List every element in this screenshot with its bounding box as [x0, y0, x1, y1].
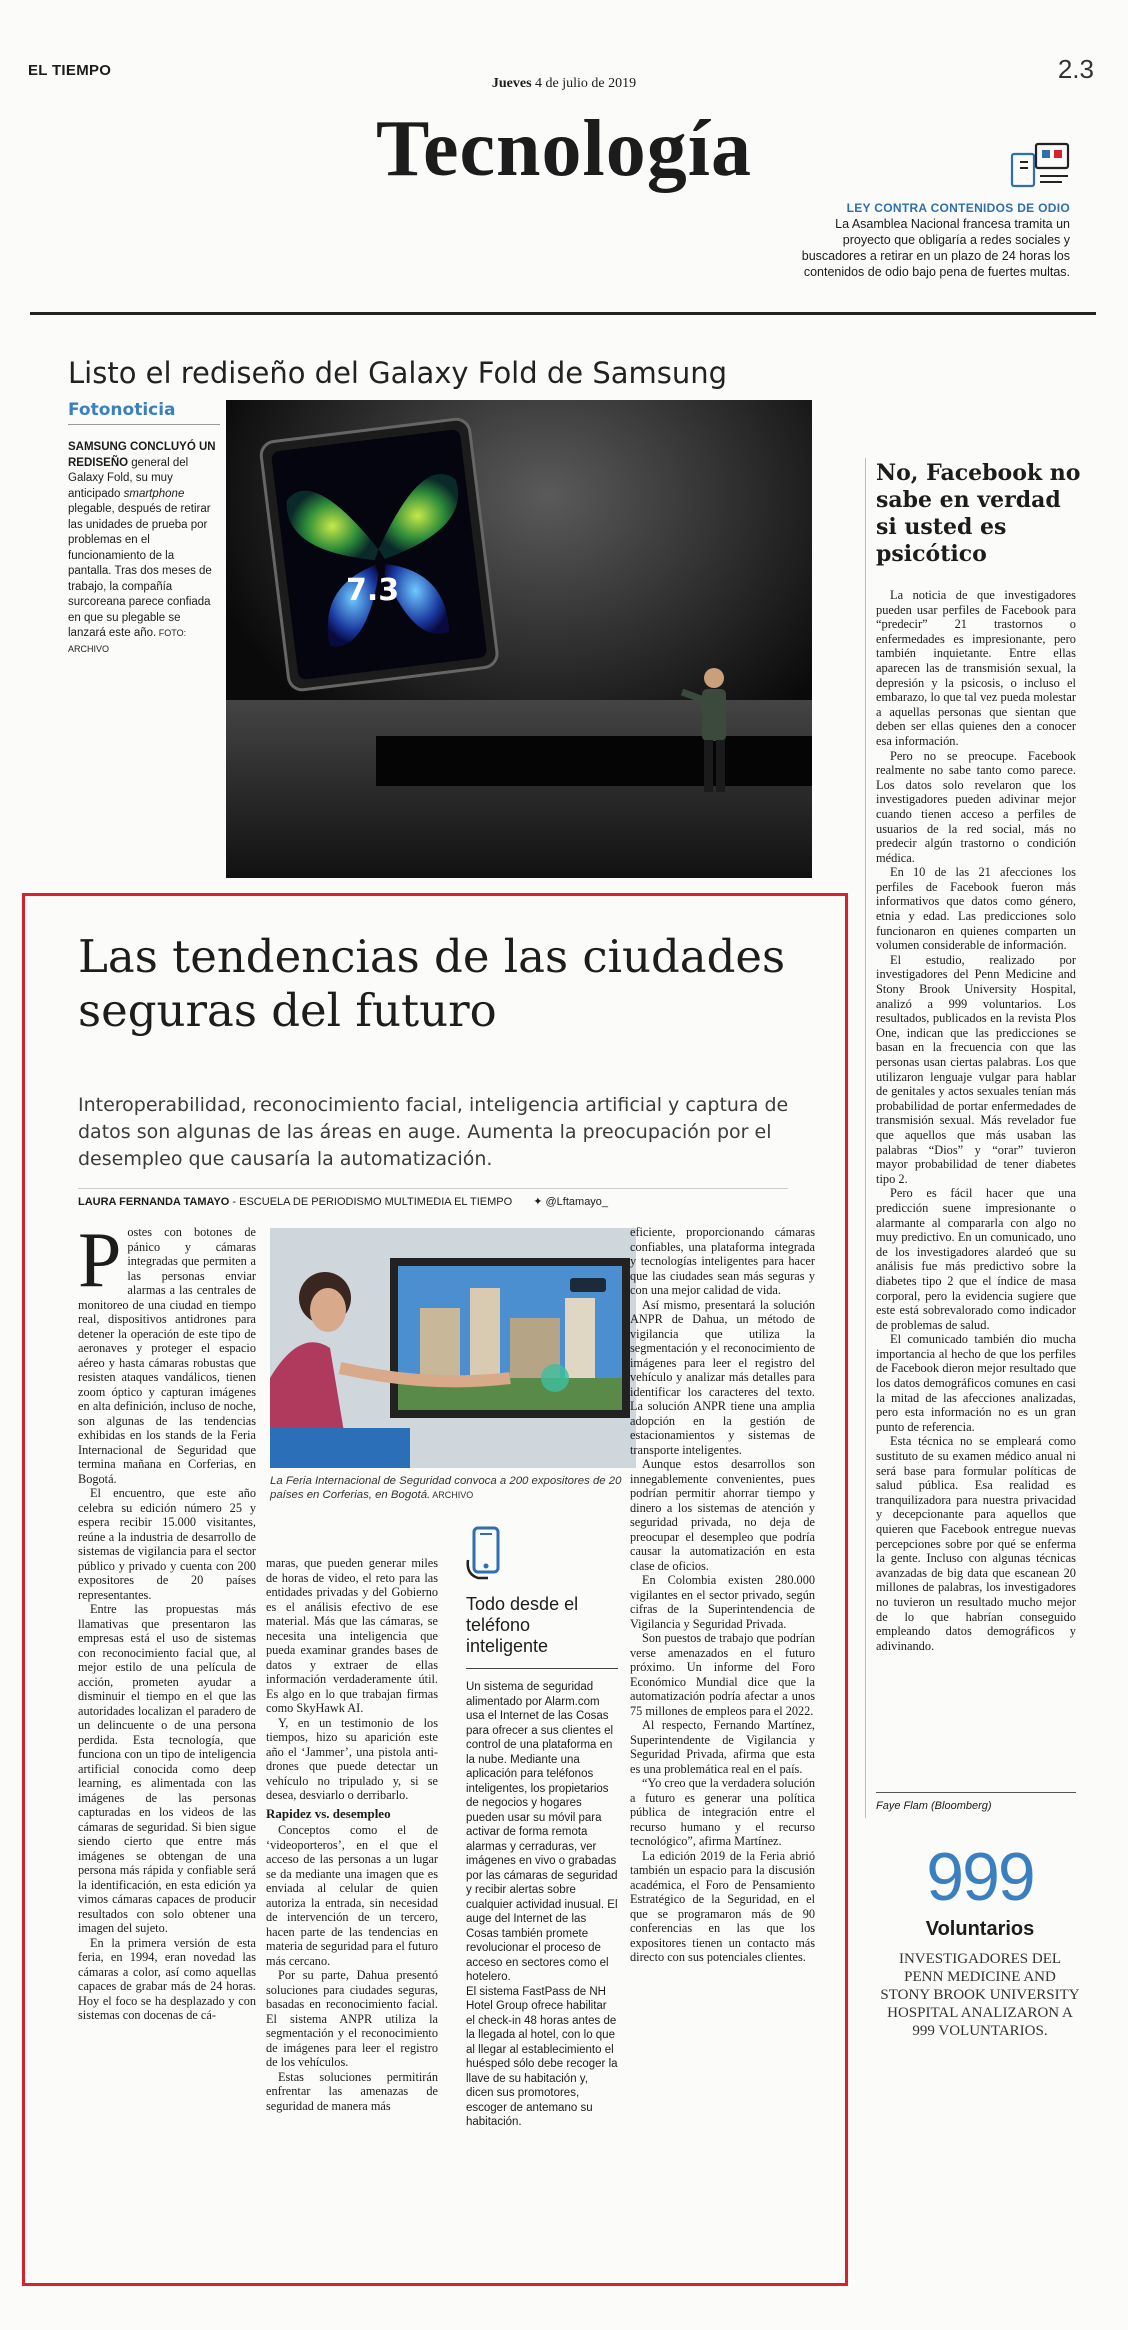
screen-size-text: 7.3 — [346, 573, 400, 608]
paragraph: El estudio, realizado por investigadores del Penn Medicine and Stony Brook University Hospital, analizó a 999 voluntarios. Los resultados, publicados en la revista Plos One, indican que las predicciones se basan en la frecuencia con que las personas usan ciertas palabras. Los que utilizaron lenguaje vulgar para hablar de genitales y actos sexuales tenían más probabilidad de portar enfermedades de transmisión sexual. Más revelador fue que aquellos que más usaban las palabras “Dios” y “orar” tuvieron mayor probabilidad de tener diabetes tipo 2. — [876, 952, 1076, 1186]
subhead: Rapidez vs. desempleo — [266, 1805, 391, 1821]
paragraph: En Colombia existen 280.000 vigilantes en el sector privado, según cifras de la Superintendencia de Vigilancia y Seguridad Privada. — [630, 1573, 815, 1631]
caption-em: smartphone — [123, 487, 185, 500]
divider — [68, 424, 220, 425]
paragraph: Conceptos como el de ‘videoporteros’, en el que el acceso de las personas a un lugar se da mediante una imagen que es enviada al celular de quien autoriza la entrada, sin necesidad de intervención de un tercero, hacen parte de las tendencias en materia de seguridad para el futuro más cercano. — [266, 1823, 438, 1968]
author: LAURA FERNANDA TAMAYO — [78, 1196, 230, 1208]
stage-illustration — [226, 400, 812, 878]
facebook-signature: Faye Flam (Bloomberg) — [876, 1800, 992, 1812]
facebook-body — [876, 588, 1076, 1653]
fair-illustration — [270, 1228, 636, 1468]
smartphone-icon — [466, 1526, 506, 1580]
galaxy-caption — [68, 440, 216, 657]
divider — [466, 1668, 618, 1669]
paragraph: Pero no se preocupe. Facebook realmente no sabe tanto como parece. Los datos solo revelaron que los investigadores pueden adivinar mejor cuando tienen acceso a perfiles de usuarios de la red social, más no predecir algún trastorno o condición médica. — [876, 748, 1076, 865]
galaxy-headline: Listo el rediseño del Galaxy Fold de Samsung — [68, 356, 728, 390]
caption-lead: SAMSUNG CONCLUYÓ UN REDISEÑO — [68, 441, 216, 469]
column-rule — [865, 458, 866, 1818]
paragraph: La edición 2019 de la Feria abrió también un espacio para la discusión académica, el Foro de Pensamiento Estratégico de la Seguridad, en el que se programaron más de 90 conferencias en las que los expositores tienen un contacto más directo con sus potenciales clientes. — [630, 1848, 815, 1964]
paragraph: El comunicado también dio mucha importancia al hecho de que los perfiles de Facebook dieron mejor resultado que los datos demográficos comunes en casi la mitad de las afecciones analizadas, pero esta información no es un gran punto de referencia. — [876, 1332, 1076, 1434]
paragraph: “Yo creo que la verdadera solución a futuro es generar una política pública de integración entre el recurso humano y el recurso tecnológico”, afirma Martínez. — [630, 1776, 815, 1848]
paragraph: Y, en un testimonio de los tiempos, hizo su aparición este año el ‘Jammer’, una pistola anti-drones que puede detectar un vehículo no tripulado y, si se desea, desviarlo o derribarlo. — [266, 1715, 438, 1802]
brief-title: LEY CONTRA CONTENIDOS DE ODIO — [846, 201, 1070, 215]
paragraph: maras, que pueden generar miles de horas de video, el reto para las entidades privadas y del Gobierno es el análisis efectivo de ese material. Más que las cámaras, se necesita una inteligencia que pueda examinar grandes bases de datos y extraer de ellas información verdaderamente útil. Es algo en lo que trabajan firmas como SkyHawk AI. — [266, 1556, 438, 1715]
social-media-icon — [1010, 140, 1072, 192]
date-day: Jueves — [491, 76, 532, 91]
article-column-2 — [266, 1556, 438, 2113]
sidebar-title: Todo desde el teléfono inteligente — [466, 1594, 579, 1656]
paragraph: Estas soluciones permitirán enfrentar las amenazas de seguridad de manera más — [266, 2069, 438, 2113]
galaxy-fold-photo — [226, 400, 812, 878]
caption-text-a: general del Galaxy Fold, su muy anticipado — [68, 456, 189, 500]
header-rule — [30, 312, 1096, 315]
stat-description: INVESTIGADORES DEL PENN MEDICINE AND STONY BROOK UNIVERSITY HOSPITAL ANALIZARON A 999 VOLUNTARIOS. — [880, 1951, 1080, 2039]
drop-cap: P — [78, 1216, 122, 1303]
paragraph: En 10 de las 21 afecciones los perfiles de Facebook fueron más informativos que datos como género, etnia y edad. Las predicciones solo funcionaron en quienes comparten un volumen considerable de información. — [876, 865, 1076, 953]
photo-news-label: Fotonoticia — [68, 400, 176, 420]
section-title: Tecnología — [376, 105, 752, 193]
paragraph: Por su parte, Dahua presentó soluciones para ciudades seguras, basadas en reconocimiento facial. El sistema ANPR utiliza la segmentación y el reconocimiento de imágenes para leer el registro de los vehículos. — [266, 1968, 438, 2069]
page-number: 2.3 — [1057, 54, 1094, 84]
caption-text-b: plegable, después de retirar las unidades de prueba por problemas en el funcionamiento de la pantalla. Tras dos meses de trabajo, la compañía surcoreana parece confiada en que su plegable se lanzará este año. — [68, 503, 212, 639]
paragraph: Al respecto, Fernando Martínez, Superintendente de Vigilancia y Seguridad Privada, afirma que esta es una problemática real en el país. — [630, 1718, 815, 1776]
affiliation: - ESCUELA DE PERIODISMO MULTIMEDIA EL TIEMPO — [229, 1196, 513, 1208]
paragraph: En la primera versión de esta feria, en 1994, eran novedad las cámaras a color, así como aquellas capaces de grabar más de 24 horas. Hoy el foco se ha desplazado y con sistemas con docenas de cá- — [78, 1935, 256, 2022]
sidebar-body — [466, 1680, 618, 2130]
paragraph: Aunque estos desarrollos son innegablemente convenientes, pues podrían permitir ahorrar tiempo y dinero a los sistemas de atención y seguridad privada, no deja de preocupar el desempleo que podría causar la automatización en esta clase de oficios. — [630, 1457, 815, 1573]
paragraph: Son puestos de trabajo que podrían verse amenazados en el futuro próximo. Un informe del Foro Económico Mundial dice que la automatización podría afectar a unos 75 millones de empleos para el 2022. — [630, 1631, 815, 1718]
divider — [876, 1792, 1076, 1793]
date-rest: 4 de julio de 2019 — [535, 76, 637, 91]
paragraph: Un sistema de seguridad alimentado por Alarm.com usa el Internet de las Cosas para ofrecer a sus clientes el control de una plataforma en la nube. Mediante una aplicación para teléfonos inteligentes, los propietarios de negocios y hogares pueden usar su móvil para activar de forma remota alarmas y cerraduras, ver imágenes en vivo o grabadas por las cámaras de seguridad y recibir alertas sobre cualquier actividad inusual. El auge del Internet de las Cosas también promete revolucionar el proceso de acceso en sectores como el hotelero. — [466, 1681, 618, 1983]
paragraph: El sistema FastPass de NH Hotel Group ofrece habilitar el check-in 48 horas antes de la llegada al hotel, con lo que al llegar al establecimiento el huésped sólo debe recoger la llave de su habitación y, dicen sus promotores, escoger de antemano su habitación. — [466, 1985, 618, 2128]
photo-caption — [270, 1474, 636, 1502]
paragraph: eficiente, proporcionando cámaras confiables, una plataforma integrada y tecnologías inteligentes para hacer que las ciudades sean más seguras y con una mejor calidad de vida. — [630, 1225, 815, 1297]
brief-text: La Asamblea Nacional francesa tramita un proyecto que obligaría a redes sociales y buscadores a retirar en un plazo de 24 horas los contenidos de odio bajo pena de fuertes multas. — [801, 217, 1070, 279]
paragraph: La noticia de que investigadores pueden usar perfiles de Facebook para “predecir” 21 trastornos o enfermedades es impresionante, pero también inquietante. Entre ellas aparecen las de transmisión sexual, la depresión y la psicosis, o incluso el embarazo, lo que tal vez pueda molestar a aquellas personas que sientan que deben ser ellas quienes den a conocer esa información. — [876, 588, 1076, 748]
byline — [78, 1188, 788, 1208]
paragraph: Así mismo, presentará la solución ANPR de Dahua, un método de vigilancia que utiliza la segmentación y el reconocimiento de imágenes para leer el registro del vehículo y analizar más detalles para identificar los caracteres del texto. La solución ANPR tiene una amplia adopción en la gestión de estacionamientos y sistemas de transporte inteligentes. — [630, 1297, 815, 1457]
caption-text: La Feria Internacional de Seguridad convoca a 200 expositores de 20 países en Corferias, en Bogotá. — [270, 1475, 622, 1501]
stat-number: 999 — [926, 1839, 1034, 1915]
paragraph: Entre las propuestas más llamativas que presentaron las empresas está el uso de sistemas con reconocimiento facial que, al mejor estilo de una película de acción, prometen ayudar a disminuir el tiempo en el que las autoridades localizan el paradero de un delincuente o de una persona perdida. Esta tecnología, que funciona con un tipo de inteligencia artificial conocida como deep learning, es alimentada con las imágenes de las personas capturadas en los videos de las cámaras de seguridad. Si bien sigue siendo cierto que entre más imágenes se obtengan de una persona más rápida y confiable será la identificación, en esta edición ya vimos cámaras capaces de producir resultados con solo obtener una imagen del sujeto. — [78, 1602, 256, 1935]
article-headline: Las tendencias de las ciudades seguras del futuro — [78, 930, 786, 1037]
paragraph: El encuentro, que este año celebra su edición número 25 y espera recibir 15.000 visitantes, reúne a la industria de desarrollo de sistemas de vigilancia para el sector público y privado y cuenta con 200 expositores de 20 países representantes. — [78, 1486, 256, 1602]
issue-date — [0, 76, 1128, 92]
stat-label: Voluntarios — [925, 1918, 1035, 1940]
twitter-icon: ✦ — [533, 1196, 543, 1208]
security-fair-photo — [270, 1228, 636, 1468]
twitter-handle: @Lftamayo_ — [545, 1196, 609, 1208]
article-column-4 — [630, 1225, 815, 1965]
facebook-headline: No, Facebook no sabe en verdad si usted es psicótico — [876, 460, 1081, 567]
top-news-brief — [790, 200, 1070, 280]
article-column-1 — [78, 1216, 256, 2023]
paragraph: Pero es fácil hacer que una predicción suene impresionante o alarmante al compararla con algo no muy predictivo. En un comunicado, uno de los investigadores alardeó que su análisis fue más predictivo sobre la diabetes tipo 2 que el índice de masa corporal, pero la evidencia sugiere que este está sobrevalorado como indicador de problemas de salud. — [876, 1186, 1076, 1332]
caption-credit: ARCHIVO — [430, 1490, 474, 1500]
paragraph: Esta técnica no se empleará como sustituto de su examen médico anual ni será base para formular políticas de salud pública. Esa realidad es tranquilizadora para nuestra privacidad y decepcionante para aquellos que quieren que Facebook entregue nuevas percepciones sobre por qué se enferma la gente. Incluso con algunas técnicas avanzadas de big data que escanean 20 millones de palabras, los investigadores no tuvieron un resultado mucho mejor de lo que habrían conseguido empleando datos demográficos y adivinando. — [876, 1434, 1076, 1653]
paragraph: ostes con botones de pánico y cámaras integradas que permiten a las personas enviar alarmas a las centrales de monitoreo de una ciudad en tiempo real, dispositivos antidrones para detener la operación de este tipo de aeronaves y proteger el espacio aéreo y hasta cámaras robustas que resisten ataques vandálicos, tienen zoom óptico y capturan imágenes en alta definición, incluso de noche, son algunas de las tendencias exhibidas en los stands de la Feria Internacional de Seguridad que termina mañana en Corferias, en Bogotá. — [78, 1225, 256, 1486]
masthead: EL TIEMPO — [28, 62, 112, 79]
article-deck: Interoperabilidad, reconocimiento facial, inteligencia artificial y captura de datos son algunas de las áreas en auge. Aumenta la preocupación por el desempleo que causaría la automatización. — [78, 1094, 789, 1170]
caption-credit: FOTO: ARCHIVO — [68, 628, 187, 654]
